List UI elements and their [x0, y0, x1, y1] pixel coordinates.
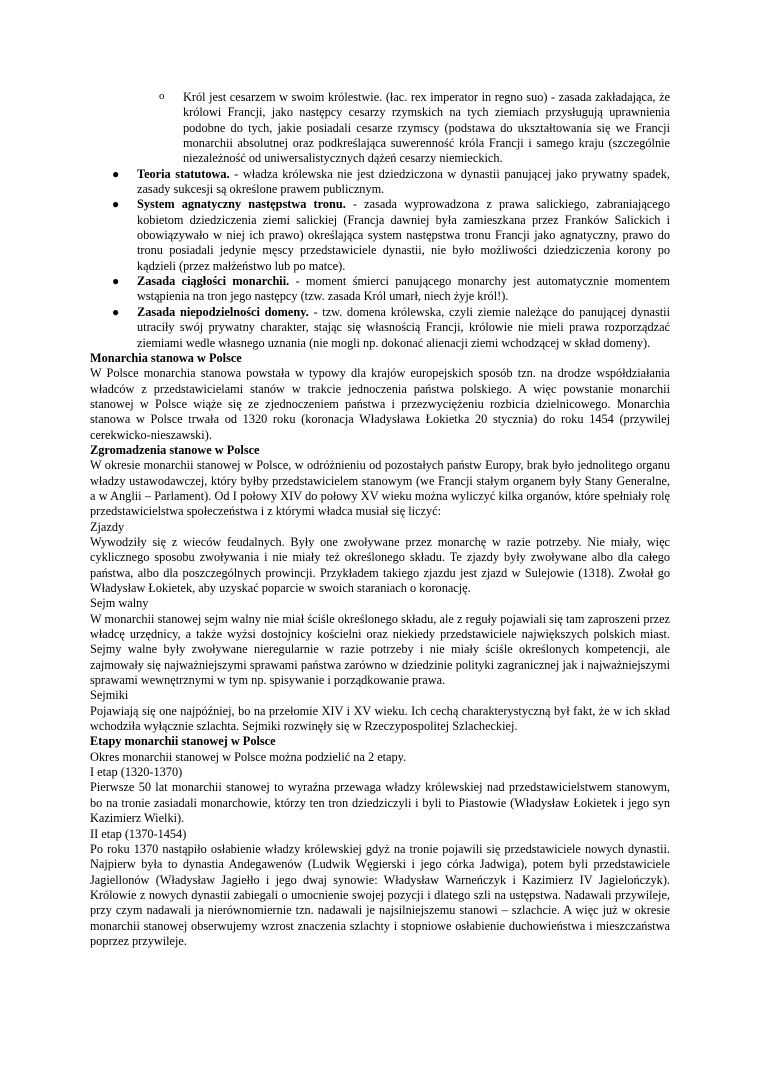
list-item-text: - zasada wyprowadzona z prawa salickiego, zabraniającego kobietom dziedziczenia ziemi salickiej (Francja dawniej była zamieszkana przez Franków Salickich i obowiązywało w niej ich prawo) określająca system następstwa tronu Francji jako agnatyczny, prawo do tronu posiadali jedynie męscy przedstawiciele dynastii, nie było możliwości dziedziczenia korony po kądzieli (przez małżeństwo lub po matce). [137, 197, 671, 273]
paragraph-zjazdy: Wywodziły się z wieców feudalnych. Były one zwoływane przez monarchę w razie potrzeby. Nie miały, więc cyklicznego sposobu zwoływania i nie miały też określonego składu. Te zjazdy były zwoływane albo dla całego państwa, albo dla poszczególnych prowincji. Przykładem takiego zjazdu jest zjazd w Sulejowie (1318). Zwołał go Władysław Łokietek, aby uzyskać poparcie w swoich staraniach o koronację. [90, 534, 670, 595]
section-heading-monarchia: Monarchia stanowa w Polsce [90, 350, 242, 365]
list-item-term: Zasada niepodzielności domeny. [137, 304, 309, 319]
paragraph-etapy-intro: Okres monarchii stanowej w Polsce można podzielić na 2 etapy. [90, 749, 407, 764]
bullet-icon: ● [112, 166, 120, 181]
list-item [90, 197, 670, 274]
paragraph-etap-2: Po roku 1370 nastąpiło osłabienie władzy królewskiej gdyż na tronie pojawili się przedstawiciele nowych dynastii. Najpierw była to dynastia Andegawenów (Ludwik Węgierski i jego córka Jadwiga), potem byli przedstawiciele Jagiellonów (Władysław Jagiełło i jego dwaj synowie: Władysław Warneńczyk i Kazimierz IV Jagielończyk). Królowie z nowych dynastii zabiegali o umocnienie swojej pozycji i dlatego szli na ustępstwa. Nadawali przywileje, przy czym nadawali ja nierównomiernie tzn. nadawali je najsilniejszemu stanowi – szlachcie. A więc już w okresie monarchii stanowej obserwujemy wzrost znaczenia szlachty i stopniowe osłabienie duchowieństwa i mieszczaństwa poprzez przywileje. [90, 841, 670, 948]
subheading-sejm-walny: Sejm walny [90, 596, 149, 611]
section-heading-zgromadzenia: Zgromadzenia stanowe w Polsce [90, 442, 260, 457]
paragraph-sejm-walny: W monarchii stanowej sejm walny nie miał ściśle określonego składu, ale z reguły pojawiali się tam zaproszeni przez władcę urzędnicy, a także wyżsi dostojnicy kościelni oraz niekiedy przedstawiciele największych polskich miast. Sejmy walne były zwoływane nieregularnie w razie potrzeby i nie miały ściśle określonych kompetencji, ale zajmowały się najważniejszymi sprawami państwa zarówno w dziedzinie polityki zagranicznej jak i najważniejszymi sprawami wewnętrznymi w tym np. spisywanie i porządkowanie prawa. [90, 611, 670, 688]
paragraph-zgromadzenia: W okresie monarchii stanowej w Polsce, w odróżnieniu od pozostałych państw Europy, brak było jednolitego organu władzy ustawodawczej, który byłby przedstawicielem stanowym (we Francji stałym organem były Stany Generalne, a w Anglii – Parlament). Od I połowy XIV do połowy XV wieku można wyliczyć kilka organów, które spełniały rolę przedstawicielstwa społeczeństwa i z którymi władca musiał się liczyć: [90, 458, 670, 519]
list-item [90, 274, 670, 305]
bullet-icon: ● [112, 197, 120, 212]
list-item-term: System agnatyczny następstwa tronu. [137, 197, 346, 212]
subheading-etap-2: II etap (1370-1454) [90, 826, 187, 841]
hollow-circle-bullet-icon: o [159, 90, 165, 102]
subheading-zjazdy: Zjazdy [90, 519, 125, 534]
bullet-icon: ● [112, 274, 120, 289]
sub-list-item-text: Król jest cesarzem w swoim królestwie. (łac. rex imperator in regno suo) - zasada zakładająca, że królowi Francji, jako następcy cesarzy rzymskich na tych ziemiach przysługują uprawnienia podobne do tych, jakie posiadali cesarze rzymscy (podstawa do ukształtowania się we Francji monarchii absolutnej oraz podkreślająca suwerenność króla Francji i samego kraju (szczególnie niezależność od uniwersalistycznych dążeń cesarzy niemieckich. [183, 90, 670, 166]
list-item [90, 305, 670, 351]
paragraph-sejmiki: Pojawiają się one najpóźniej, bo na przełomie XIV i XV wieku. Ich cechą charakterystyczną był fakt, że w ich skład wchodziła wyłącznie szlachta. Sejmiki rozwinęły się w Rzeczypospolitej Szlacheckiej. [90, 703, 670, 734]
list-item-text: - moment śmierci panującego monarchy jest automatycznie momentem wstąpienia na tron jego następcy (tzw. zasada Król umarł, niech żyje król!). [137, 274, 670, 304]
subheading-sejmiki: Sejmiki [90, 688, 129, 703]
bullet-icon: ● [112, 304, 120, 319]
list-item-text: - władza królewska nie jest dziedziczona w dynastii panującej jako prywatny spadek, zasady sukcesji są określone prawem publicznym. [137, 166, 670, 197]
list-item-term: Teoria statutowa. [137, 166, 230, 181]
list-item-text: - tzw. domena królewska, czyli ziemie należące do panującej dynastii utraciły swój prywatny charakter, stając się własnością Francji, królowie nie mieli prawa rozporządzać ziemiami wedle własnego uznania (nie mogli np. dokonać alienacji ziemi wchodzącej w skład domeny). [137, 304, 670, 350]
list-item-term: Zasada ciągłości monarchii. [137, 274, 290, 289]
paragraph-etap-1: Pierwsze 50 lat monarchii stanowej to wyraźna przewaga władzy królewskiej nad przedstawicielstwem stanowym, bo na tronie zasiadali monarchowie, którzy ten tron dziedziczyli i byli to Piastowie (Władysław Łokietek i jego syn Kazimierz Wielki). [90, 780, 670, 826]
sub-list-item [90, 90, 670, 167]
document-page [90, 90, 670, 949]
section-heading-etapy: Etapy monarchii stanowej w Polsce [90, 734, 276, 749]
list-item [90, 167, 670, 198]
subheading-etap-1: I etap (1320-1370) [90, 765, 183, 780]
paragraph-monarchia: W Polsce monarchia stanowa powstała w typowy dla krajów europejskich sposób tzn. na drodze współdziałania władców z przedstawicielami stanów w trakcie jednoczenia państwa polskiego. A więc powstanie monarchii stanowej w Polsce wiąże się ze zjednoczeniem państwa i przezwyciężeniu rozbicia dzielnicowego. Monarchia stanowa w Polsce trwała od 1320 roku (koronacja Władysława Łokietka 20 stycznia) do roku 1454 (przywilej cerekwicko-nieszawski). [90, 366, 670, 442]
